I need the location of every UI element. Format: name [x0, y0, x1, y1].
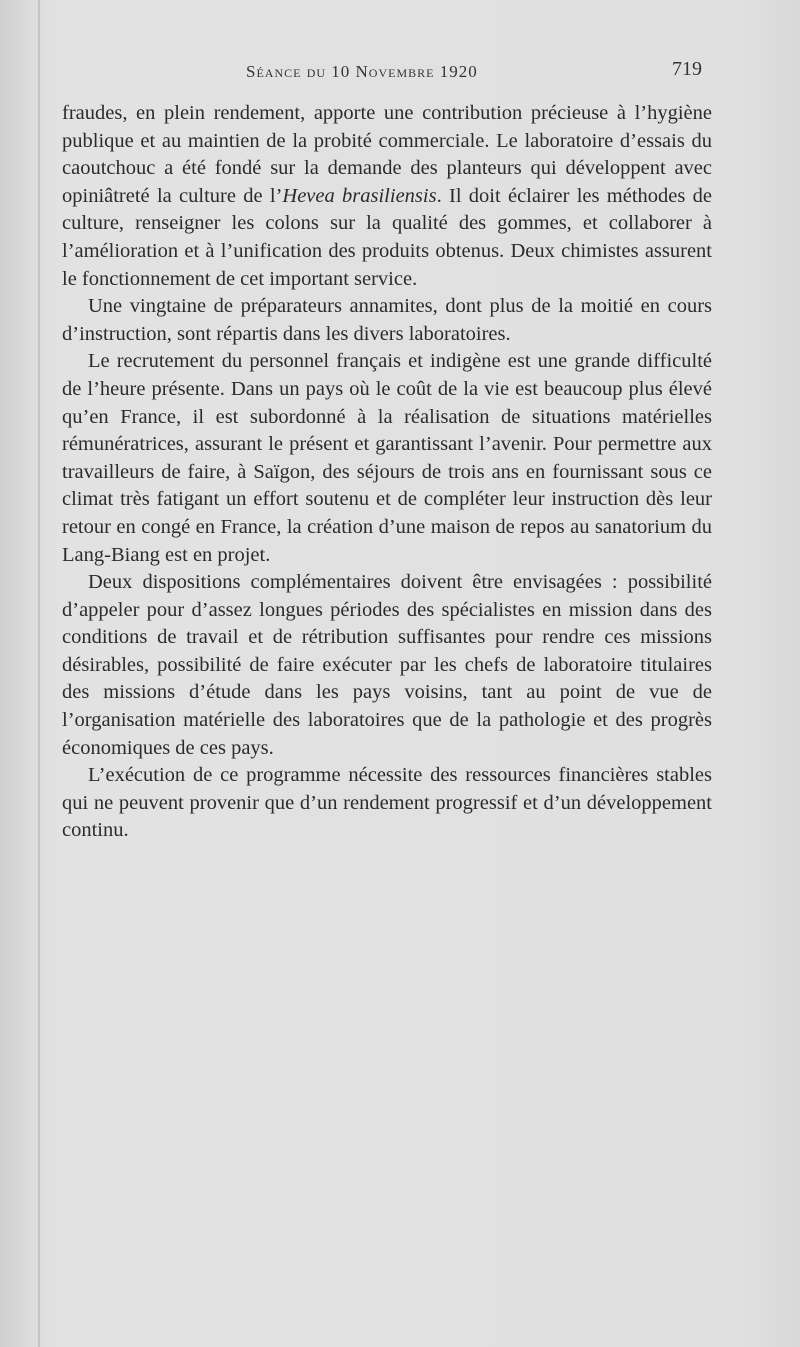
species-name: Hevea brasiliensis — [282, 184, 437, 207]
paragraph-1 — [62, 100, 712, 293]
page-number: 719 — [672, 58, 702, 80]
page-gutter — [38, 0, 40, 1347]
running-head: Séance du 10 Novembre 1920 — [246, 62, 478, 81]
paragraph-3: Le recrutement du personnel français et indigène est une grande difficulté de l’heure présente. Dans un pays où le coût de la vie est beaucoup plus élevé qu’en France, il est subordonné à la réalisation de situations matérielles rémunératrices, assurant le présent et garantissant l’avenir. Pour permettre aux travailleurs de faire, à Saïgon, des séjours de trois ans en fournissant sous ce climat très fatigant un effort soutenu et de compléter leur instruction dès leur retour en congé en France, la création d’une maison de repos au sanatorium du Lang-Biang est en projet. — [62, 350, 712, 566]
paragraph-1-text-a: fraudes, en plein rendement, apporte une contribution précieuse à l’hygiène publique et au maintien de la probité commerciale. Le laboratoire d’essais du caoutchouc a été fondé sur la demande des planteurs qui développent avec opiniâtreté la culture de l’ — [62, 102, 712, 207]
page-header — [0, 58, 800, 88]
paragraph-1-text-b: . Il doit éclairer les méthodes de culture, renseigner les colons sur la qualité des gommes, et collaborer à l’amélioration et à l’unification des produits obtenus. Deux chimistes assurent le fonctionnement de cet important service. — [62, 184, 712, 290]
paragraph-5: L’exécution de ce programme nécessite des ressources financières stables qui ne peuvent provenir que d’un rendement progressif et d’un développement continu. — [62, 764, 712, 842]
paragraph-4: Deux dispositions complémentaires doivent être envisagées : possibilité d’appeler pour d’assez longues périodes des spécialistes en mission dans des conditions de travail et de rétribution suffisantes pour rendre ces missions désirables, possibilité de faire exécuter par les chefs de laboratoire titulaires des missions d’étude dans les pays voisins, tant au point de vue de l’organisation matérielle des laboratoires que de la pathologie et des progrès économiques de ces pays. — [62, 571, 712, 759]
body-text — [62, 100, 712, 845]
paragraph-2: Une vingtaine de préparateurs annamites, dont plus de la moitié en cours d’instruction, sont répartis dans les divers laboratoires. — [62, 295, 712, 345]
